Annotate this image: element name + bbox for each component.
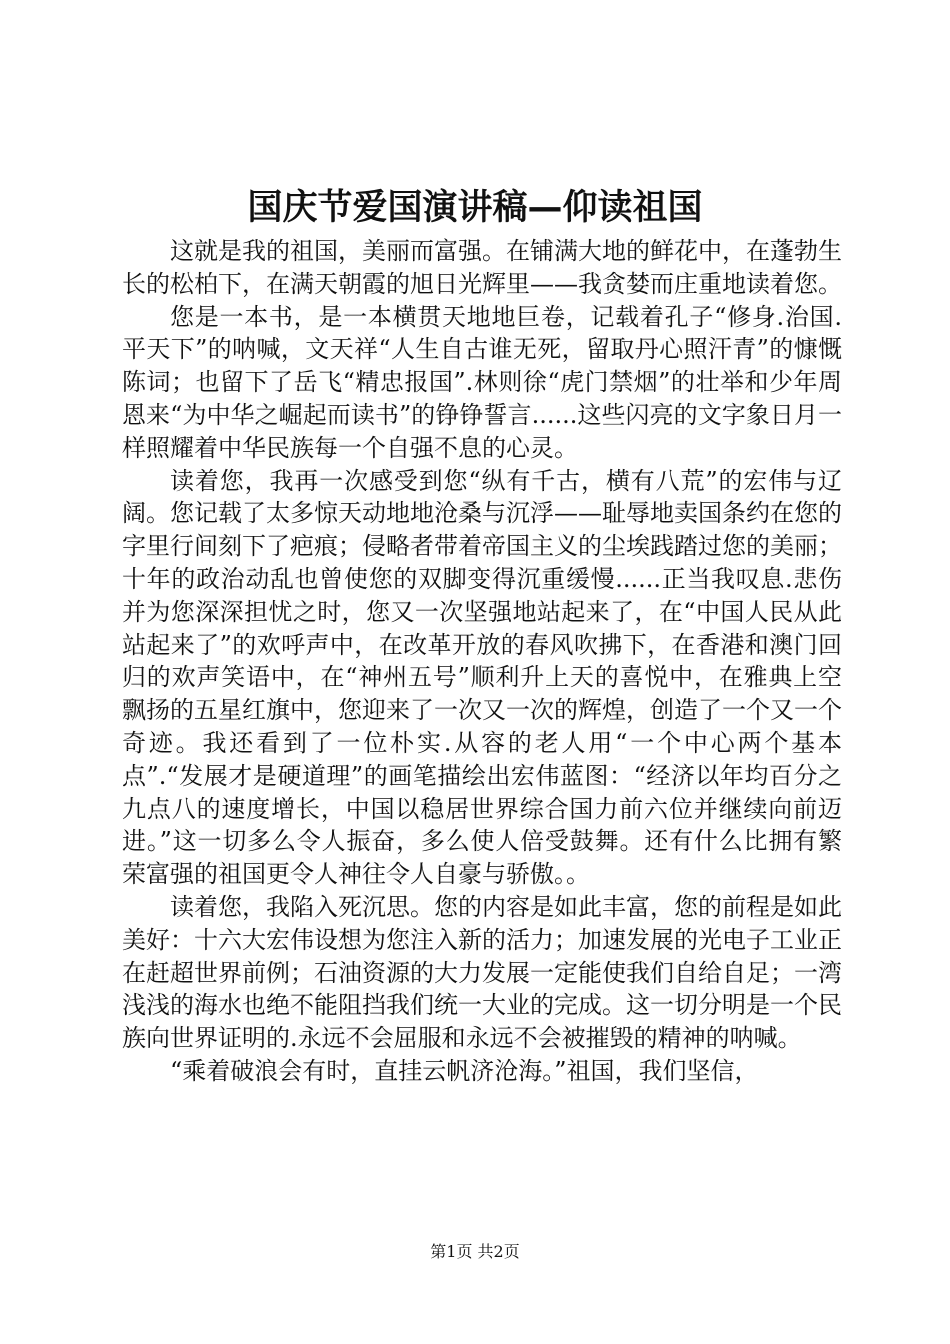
document-title: 国庆节爱国演讲稿—仰读祖国 xyxy=(247,188,703,228)
paragraph: “乘着破浪会有时，直挂云帆济沧海。”祖国，我们坚信， xyxy=(170,1056,759,1085)
document-body xyxy=(122,235,842,1088)
page-footer: 第1页 共2页 xyxy=(430,1242,520,1261)
paragraph: 这就是我的祖国，美丽而富强。在铺满大地的鲜花中，在蓬勃生长的松柏下，在满天朝霞的旭日光辉里——我贪婪而庄重地读着您。 xyxy=(122,237,842,298)
paragraph: 读着您，我再一次感受到您“纵有千古，横有八荒”的宏伟与辽阔。您记载了太多惊天动地地沧桑与沉浮——耻辱地卖国条约在您的字里行间刻下了疤痕；侵略者带着帝国主义的尘埃践踏过您的美丽；十年的政治动乱也曾使您的双脚变得沉重缓慢......正当我叹息.悲伤并为您深深担忧之时，您又一次坚强地站起来了，在“中国人民从此站起来了”的欢呼声中，在改革开放的春风吹拂下，在香港和澳门回归的欢声笑语中，在“神州五号”顺利升上天的喜悦中，在雅典上空飘扬的五星红旗中，您迎来了一次又一次的辉煌，创造了一个又一个奇迹。我还看到了一位朴实.从容的老人用“一个中心两个基本点”.“发展才是硬道理”的画笔描绘出宏伟蓝图：“经济以年均百分之九点八的速度增长，中国以稳居世界综合国力前六位并继续向前迈进。”这一切多么令人振奋，多么使人倍受鼓舞。还有什么比拥有繁荣富强的祖国更令人神往令人自豪与骄傲。。 xyxy=(122,466,842,889)
paragraph: 读着您，我陷入死沉思。您的内容是如此丰富，您的前程是如此美好：十六大宏伟设想为您注入新的活力；加速发展的光电子工业正在赶超世界前例；石油资源的大力发展一定能使我们自给自足；一湾浅浅的海水也绝不能阻挡我们统一大业的完成。这一切分明是一个民族向世界证明的.永远不会屈服和永远不会被摧毁的精神的呐喊。 xyxy=(122,892,842,1053)
paragraph: 您是一本书，是一本横贯天地地巨卷，记载着孔子“修身.治国.平天下”的呐喊，文天祥“人生自古谁无死，留取丹心照汗青”的慷慨陈词；也留下了岳飞“精忠报国”.林则徐“虎门禁烟”的壮举和少年周恩来“为中华之崛起而读书”的铮铮誓言......这些闪亮的文字象日月一样照耀着中华民族每一个自强不息的心灵。 xyxy=(122,302,842,462)
